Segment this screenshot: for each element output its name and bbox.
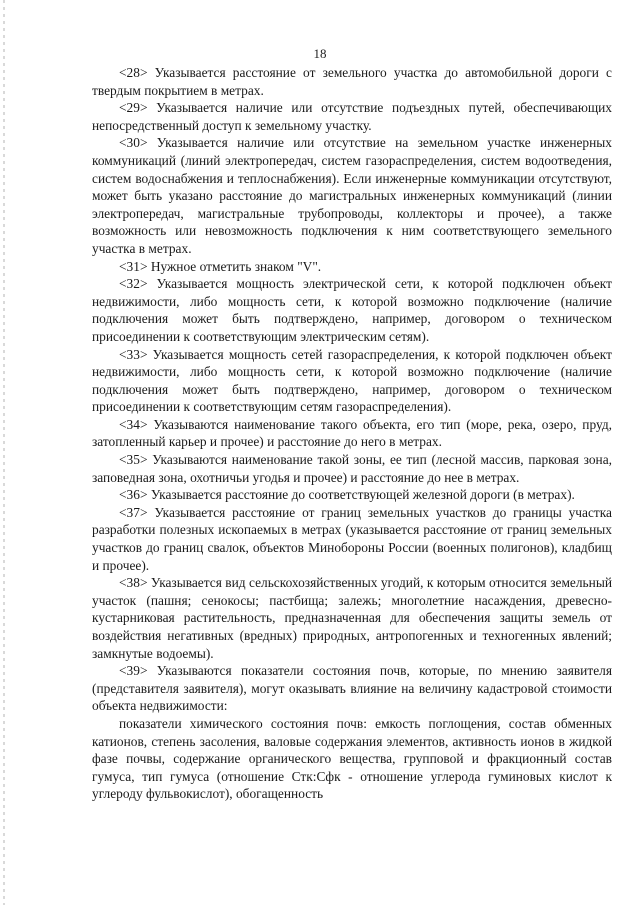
page-number: 18 bbox=[313, 46, 327, 61]
footnote-35: <35> Указываются наименование такой зоны, ее тип (лесной массив, парковая зона, заповедная зона, охотничьи угодья и прочее) и расстояние до нее в метрах. bbox=[92, 452, 612, 485]
footnote-36: <36> Указывается расстояние до соответствующей железной дороги (в метрах). bbox=[119, 487, 575, 503]
footnotes-body bbox=[92, 64, 612, 803]
scan-edge bbox=[3, 0, 5, 905]
footnote-34: <34> Указываются наименование такого объекта, его тип (море, река, озеро, пруд, затопленный карьер и прочее) и расстояние до него в метрах. bbox=[92, 416, 612, 450]
footnote-33: <33> Указывается мощность сетей газораспределения, к которой подключен объект недвижимости, либо мощность сети, к которой возможно подключение (наличие подключения может быть подтверждено, например, договором о техническом присоединении к соответствующим сетям газораспределения). bbox=[92, 346, 612, 415]
footnote-30: <30> Указывается наличие или отсутствие на земельном участке инженерных коммуникаций (линий электропередач, систем газораспределения, систем водоотведения, систем водоснабжения и теплоснабжения). Если инженерные коммуникации отсутствуют, может быть указано расстояние до магистральных инженерных коммуникаций (линии электропередач, магистральные трубопроводы, коллекторы и прочее), а также возможность или невозможность подключения к ним соответствующего земельного участка в метрах. bbox=[92, 135, 612, 256]
footnote-28: <28> Указывается расстояние от земельного участка до автомобильной дороги с твердым покрытием в метрах. bbox=[92, 65, 612, 98]
soil-chemical-indicators-paragraph: показатели химического состояния почв: емкость поглощения, состав обменных катионов, степень засоления, валовые содержания элементов, активность ионов в жидкой фазе почвы, содержание органического вещества, групповой и фракционный состав гумуса, тип гумуса (отношение Стк:Сфк - отношение углерода гуминовых кислот к углероду фульвокислот), обогащенность bbox=[92, 715, 612, 802]
footnote-38: <38> Указывается вид сельскохозяйственных угодий, к которым относится земельный участок (пашня; сенокосы; пастбища; залежь; многолетние насаждения, древесно-кустарниковая растительность, предназначенная для обеспечения защиты земель от воздействия негативных (вредных) природных, антропогенных и техногенных явлений; замкнутые водоемы). bbox=[92, 575, 612, 661]
footnote-32: <32> Указывается мощность электрической сети, к которой подключен объект недвижимости, либо мощность сети, к которой возможно подключение (наличие подключения может быть подтверждено, например, договором о техническом присоединении к соответствующим электрическим сетям). bbox=[92, 276, 612, 344]
footnote-39: <39> Указываются показатели состояния почв, которые, по мнению заявителя (представителя заявителя), могут оказывать влияние на величину кадастровой стоимости объекта недвижимости: bbox=[92, 663, 612, 714]
footnote-37: <37> Указывается расстояние от границ земельных участков до границы участка разработки полезных ископаемых в метрах (указывается расстояние от границ земельных участков до границ свалок, объектов Минобороны России (военных полигонов), кладбищ и прочее). bbox=[92, 504, 612, 573]
footnote-29: <29> Указывается наличие или отсутствие подъездных путей, обеспечивающих непосредственный доступ к земельному участку. bbox=[92, 100, 612, 133]
footnote-31: <31> Нужное отметить знаком "V". bbox=[119, 258, 322, 274]
